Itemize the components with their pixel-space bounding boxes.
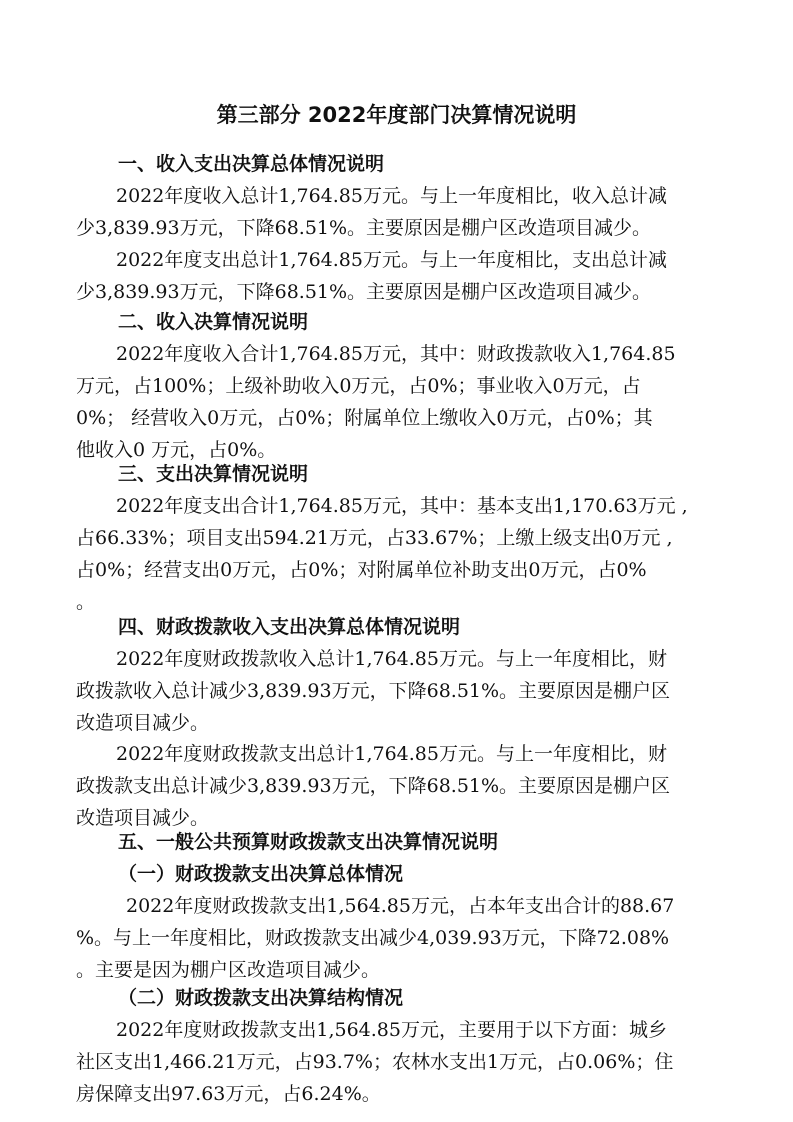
section-2-paragraph-1: 2022年度收入合计1,764.85万元，其中：财政拨款收入1,764.85 万元，占100%；上级补助收入0万元，占0%；事业收入0万元，占 0%； 经营收入0万元，占0%；附属单位上缴收入0万元，占0%；其 他收入0 万元，占0%。	[76, 343, 676, 461]
section-1-paragraph-2: 2022年度支出总计1,764.85万元。与上一年度相比，支出总计减 少3,839.93万元，下降68.51%。主要原因是棚户区改造项目减少。	[76, 249, 667, 303]
section-5-subheading-2: （二）财政拨款支出决算结构情况	[118, 987, 404, 1009]
section-5-heading: 五、一般公共预算财政拨款支出决算情况说明	[118, 831, 499, 853]
section-5-subsection-1-paragraph: 2022年度财政拨款支出1,564.85万元，占本年支出合计的88.67 %。与上一年度相比，财政拨款支出减少4,039.93万元，下降72.08% 。主要是因为棚户区改造项目减少。	[76, 895, 675, 981]
section-3-heading: 三、支出决算情况说明	[118, 463, 309, 485]
section-5-subheading-1: （一）财政拨款支出决算总体情况	[118, 863, 404, 885]
section-1-heading: 一、收入支出决算总体情况说明	[118, 153, 385, 175]
section-2-heading: 二、收入决算情况说明	[118, 311, 309, 333]
page-title: 第三部分 2022年度部门决算情况说明	[216, 103, 577, 127]
section-4-paragraph-2: 2022年度财政拨款支出总计1,764.85万元。与上一年度相比，财 政拨款支出总计减少3,839.93万元，下降68.51%。主要原因是棚户区 改造项目减少。	[76, 743, 671, 829]
section-4-heading: 四、财政拨款收入支出决算总体情况说明	[118, 616, 461, 638]
section-4-paragraph-1: 2022年度财政拨款收入总计1,764.85万元。与上一年度相比，财 政拨款收入总计减少3,839.93万元，下降68.51%。主要原因是棚户区 改造项目减少。	[76, 648, 671, 734]
section-5-subsection-2-paragraph: 2022年度财政拨款支出1,564.85万元，主要用于以下方面：城乡 社区支出1,466.21万元，占93.7%；农林水支出1万元，占0.06%；住 房保障支出97.63万元，占6.24%。	[76, 1019, 674, 1105]
section-3-paragraph-1: 2022年度支出合计1,764.85万元，其中：基本支出1,170.63万元 , 占66.33%；项目支出594.21万元，占33.67%；上缴上级支出0万元 , 占0%；经营支出0万元，占0%；对附属单位补助支出0万元，占0% 。	[76, 495, 688, 613]
section-1-paragraph-1: 2022年度收入总计1,764.85万元。与上一年度相比，收入总计减 少3,839.93万元，下降68.51%。主要原因是棚户区改造项目减少。	[76, 185, 667, 239]
